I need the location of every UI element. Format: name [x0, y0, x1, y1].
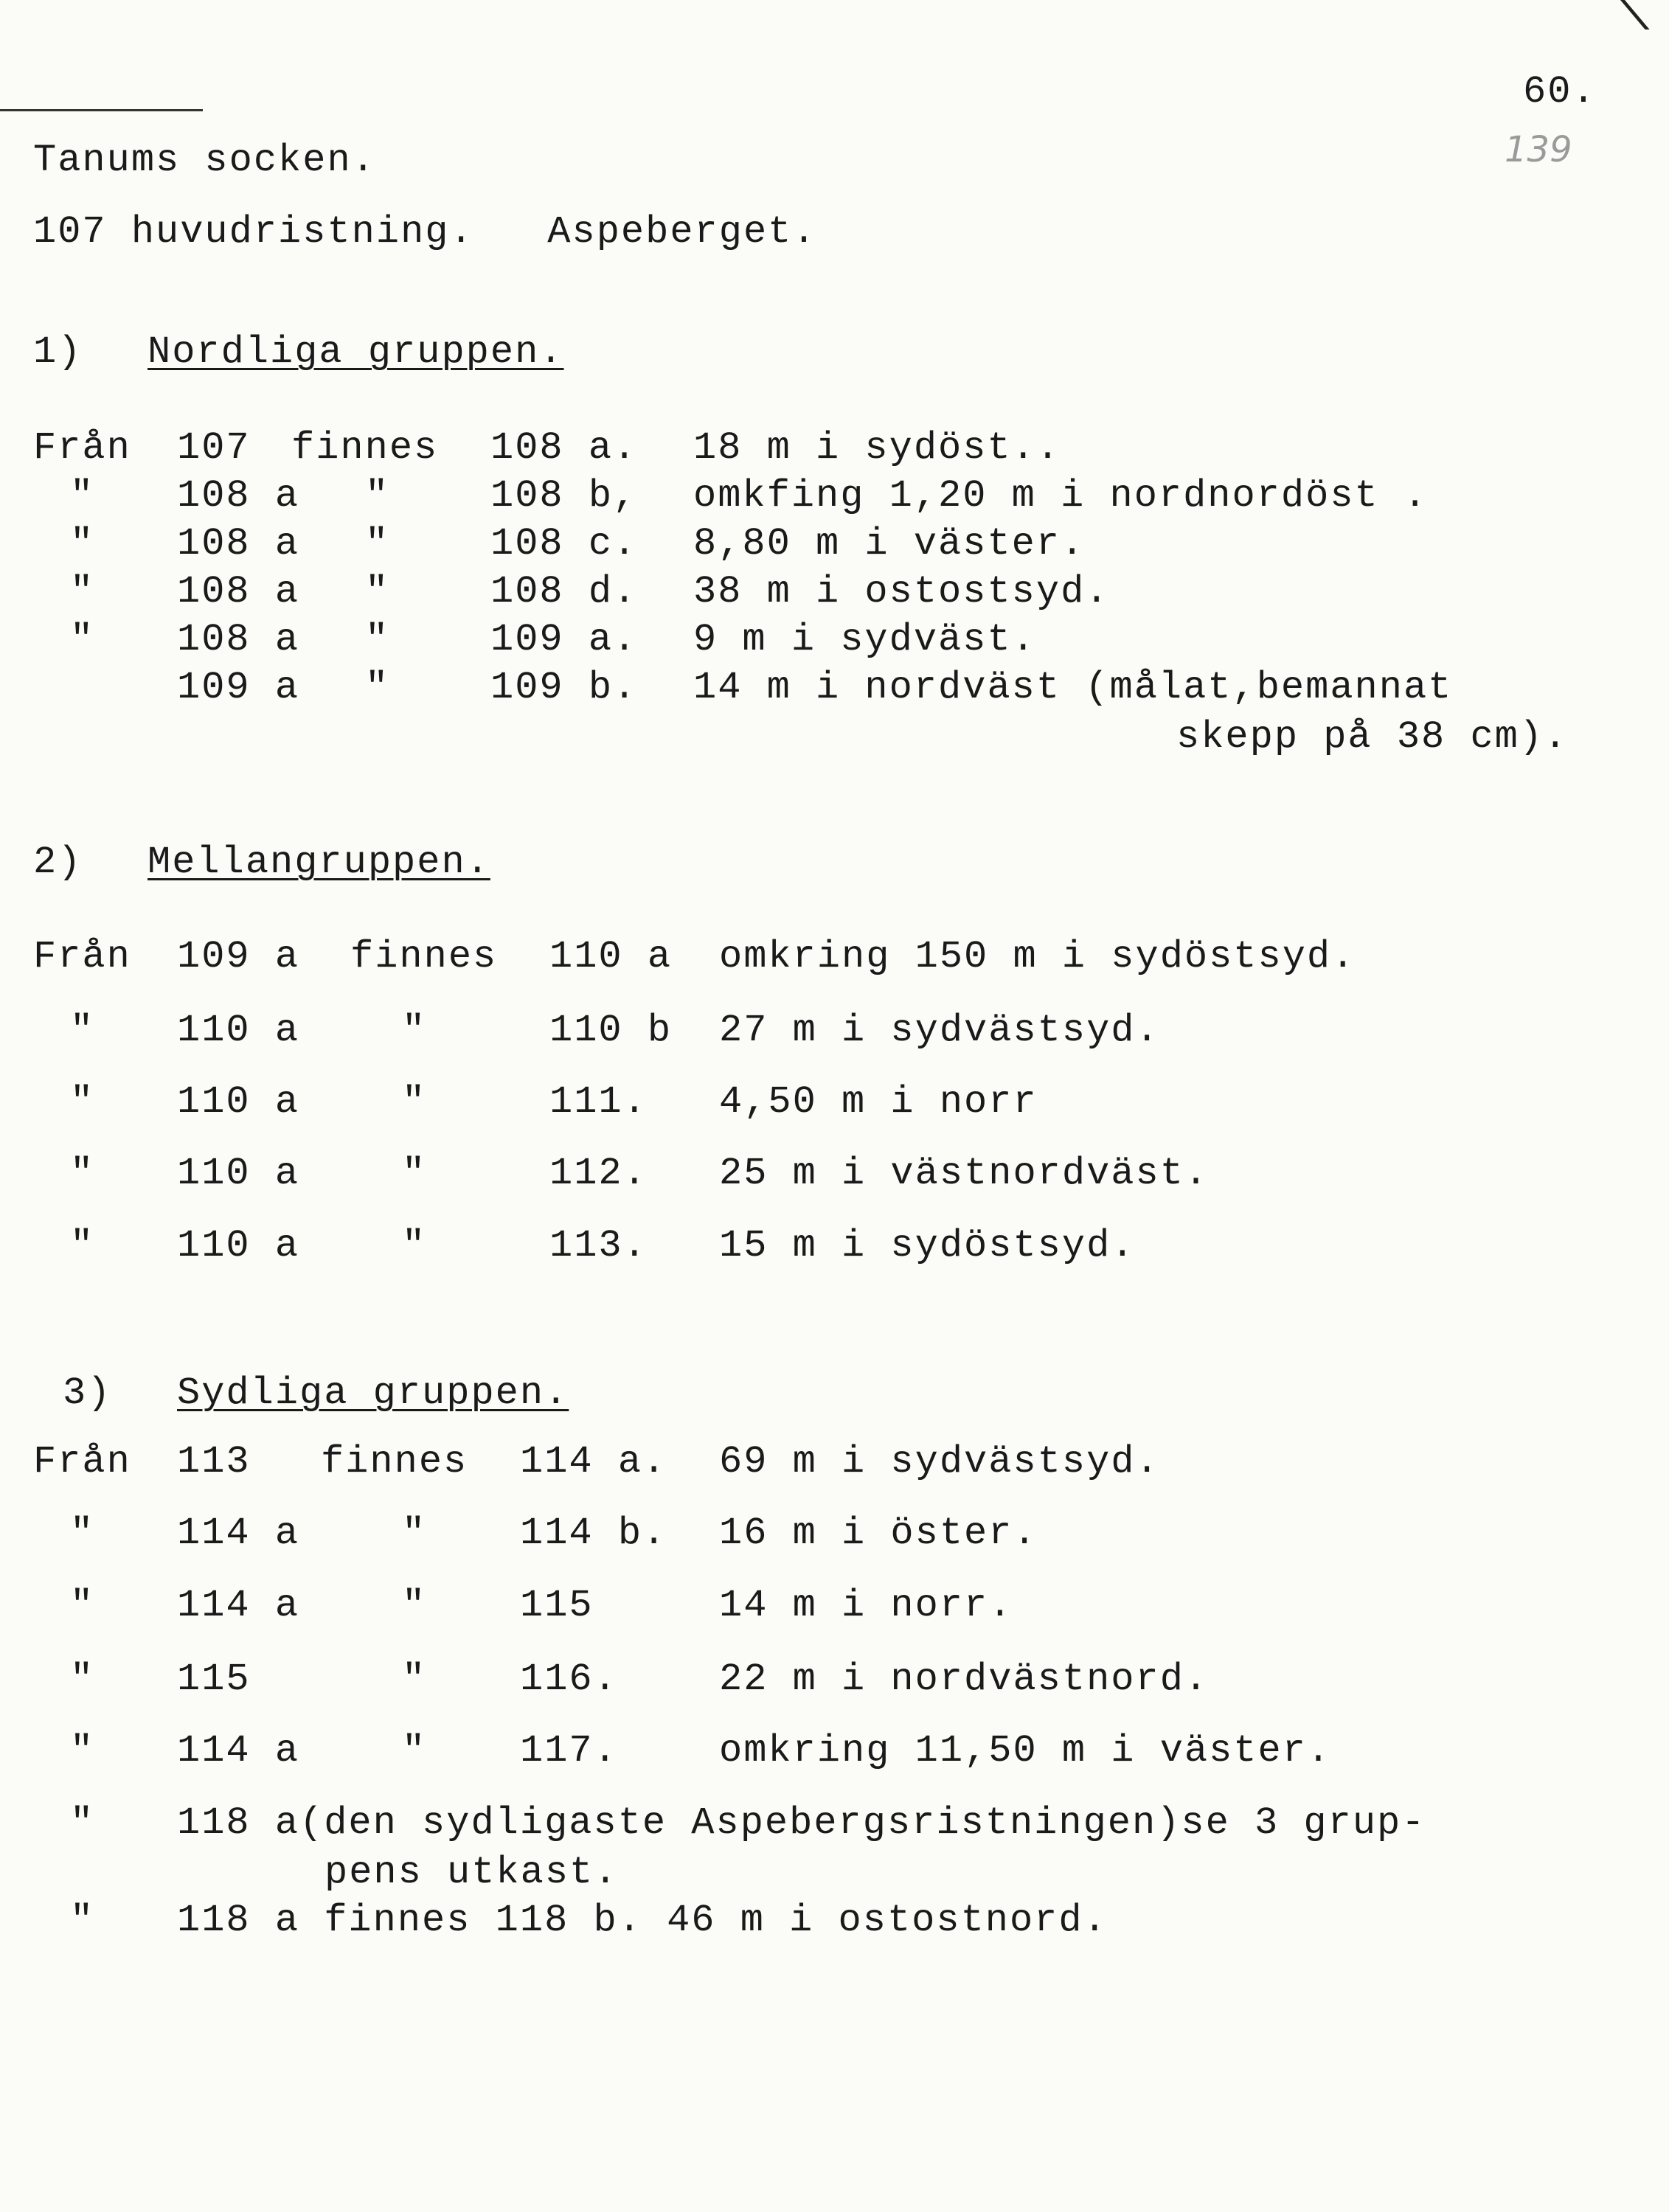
- group-1-row: [33, 618, 1036, 662]
- to-number: 110 b: [549, 1009, 673, 1052]
- group-1-continuation: skepp på 38 cm).: [1176, 715, 1569, 759]
- from-number: 110 a: [177, 1152, 300, 1195]
- from-word: ": [70, 1801, 95, 1845]
- to-number: 108 b,: [490, 474, 638, 518]
- top-rule: [0, 109, 203, 111]
- verb: ": [402, 1080, 427, 1124]
- verb: ": [402, 1729, 427, 1773]
- group-3-row: [33, 1729, 1332, 1773]
- group-3-row: [33, 1512, 1038, 1556]
- group-3-extra-line: [33, 1801, 1426, 1846]
- to-number: 110 a: [549, 935, 673, 978]
- from-word: ": [70, 1080, 95, 1124]
- group-3-heading: Sydliga gruppen.: [177, 1371, 569, 1415]
- group-1-row: [33, 522, 1086, 566]
- to-number: 112.: [549, 1152, 648, 1195]
- to-number: 108 d.: [490, 570, 638, 613]
- group-2-row: [33, 1224, 1136, 1268]
- from-number: 109 a: [177, 666, 300, 709]
- from-word: Från: [33, 935, 131, 978]
- from-word: ": [70, 1729, 95, 1773]
- from-number: 108 a: [177, 618, 300, 661]
- group-2-row: [33, 1009, 1160, 1053]
- from-number: 110 a: [177, 1009, 300, 1052]
- to-number: 115: [520, 1584, 594, 1627]
- parish-title: Tanums socken.: [33, 139, 376, 182]
- from-word: ": [70, 618, 95, 661]
- pencil-page-number: 139: [1505, 129, 1572, 170]
- verb: ": [365, 522, 390, 566]
- verb: finnes: [350, 935, 498, 978]
- from-word: ": [70, 1899, 95, 1942]
- from-word: ": [70, 522, 95, 566]
- from-number: 110 a: [177, 1080, 300, 1124]
- to-number: 114 a.: [520, 1440, 667, 1484]
- verb: ": [402, 1009, 427, 1052]
- group-2-heading: Mellangruppen.: [148, 841, 490, 884]
- from-number: 108 a: [177, 474, 300, 518]
- verb: ": [402, 1658, 427, 1701]
- description: 8,80 m i väster.: [693, 522, 1086, 566]
- description: 18 m i sydöst..: [693, 426, 1061, 470]
- group-1-heading: Nordliga gruppen.: [148, 330, 564, 374]
- verb: ": [402, 1512, 427, 1555]
- group-1-number: 1): [33, 330, 83, 374]
- group-3-row: [33, 1584, 1013, 1628]
- description: omkring 150 m i sydöstsyd.: [719, 935, 1356, 978]
- verb: ": [365, 618, 390, 661]
- to-number: 111.: [549, 1080, 648, 1124]
- group-3-extra-line: [33, 1851, 619, 1895]
- to-number: 109 b.: [490, 666, 638, 709]
- from-word: ": [70, 1009, 95, 1052]
- description: omkfing 1,20 m i nordnordöst .: [693, 474, 1429, 518]
- extra-text: 118 a finnes 118 b. 46 m i ostostnord.: [177, 1899, 1108, 1942]
- from-word: Från: [33, 426, 131, 470]
- verb: finnes: [321, 1440, 468, 1484]
- from-word: ": [70, 1152, 95, 1195]
- group-2-row: [33, 1080, 1038, 1124]
- from-number: 113: [177, 1440, 251, 1484]
- from-number: 114 a: [177, 1512, 300, 1555]
- extra-text: 118 a(den sydligaste Aspebergsristningen)se 3 grup-: [177, 1801, 1426, 1845]
- description: 16 m i öster.: [719, 1512, 1038, 1555]
- group-2-row: [33, 1152, 1210, 1196]
- verb: ": [365, 666, 390, 709]
- description: 69 m i sydvästsyd.: [719, 1440, 1160, 1484]
- group-3-row: [33, 1440, 1160, 1484]
- from-number: 108 a: [177, 570, 300, 613]
- page-number: 60.: [1523, 70, 1597, 114]
- group-3-extra-line: [33, 1899, 1108, 1943]
- description: 22 m i nordvästnord.: [719, 1658, 1210, 1701]
- group-2-number: 2): [33, 841, 83, 884]
- group-3-row: [33, 1658, 1210, 1702]
- group-2-row: [33, 935, 1356, 979]
- description: 25 m i västnordväst.: [719, 1152, 1210, 1195]
- page-corner-mark: [1620, 0, 1669, 29]
- verb: ": [402, 1152, 427, 1195]
- from-number: 108 a: [177, 522, 300, 566]
- from-number: 109 a: [177, 935, 300, 978]
- from-word: ": [70, 1512, 95, 1555]
- carving-subtitle: 107 huvudristning. Aspeberget.: [33, 210, 817, 254]
- to-number: 108 a.: [490, 426, 638, 470]
- from-word: ": [70, 474, 95, 518]
- group-3-number: 3): [63, 1371, 112, 1415]
- from-number: 114 a: [177, 1584, 300, 1627]
- from-word: ": [70, 1658, 95, 1701]
- from-word: ": [70, 1584, 95, 1627]
- to-number: 113.: [549, 1224, 648, 1267]
- to-number: 109 a.: [490, 618, 638, 661]
- verb: ": [402, 1584, 427, 1627]
- description: 4,50 m i norr: [719, 1080, 1038, 1124]
- extra-text: pens utkast.: [325, 1851, 619, 1894]
- group-1-row: [33, 474, 1429, 518]
- from-word: Från: [33, 1440, 131, 1484]
- from-word: ": [70, 570, 95, 613]
- from-word: ": [70, 1224, 95, 1267]
- verb: ": [365, 474, 390, 518]
- to-number: 116.: [520, 1658, 618, 1701]
- verb: finnes: [291, 426, 439, 470]
- description: 14 m i nordväst (målat,bemannat: [693, 666, 1453, 709]
- description: 9 m i sydväst.: [693, 618, 1036, 661]
- group-1-row: [33, 570, 1110, 614]
- from-number: 115: [177, 1658, 251, 1701]
- description: 15 m i sydöstsyd.: [719, 1224, 1136, 1267]
- description: 27 m i sydvästsyd.: [719, 1009, 1160, 1052]
- to-number: 108 c.: [490, 522, 638, 566]
- from-number: 114 a: [177, 1729, 300, 1773]
- group-1-row: [33, 426, 1061, 470]
- from-number: 107: [177, 426, 251, 470]
- to-number: 114 b.: [520, 1512, 667, 1555]
- verb: ": [365, 570, 390, 613]
- verb: ": [402, 1224, 427, 1267]
- description: omkring 11,50 m i väster.: [719, 1729, 1332, 1773]
- group-1-row: [33, 666, 1453, 710]
- description: 14 m i norr.: [719, 1584, 1013, 1627]
- to-number: 117.: [520, 1729, 618, 1773]
- description: 38 m i ostostsyd.: [693, 570, 1110, 613]
- from-number: 110 a: [177, 1224, 300, 1267]
